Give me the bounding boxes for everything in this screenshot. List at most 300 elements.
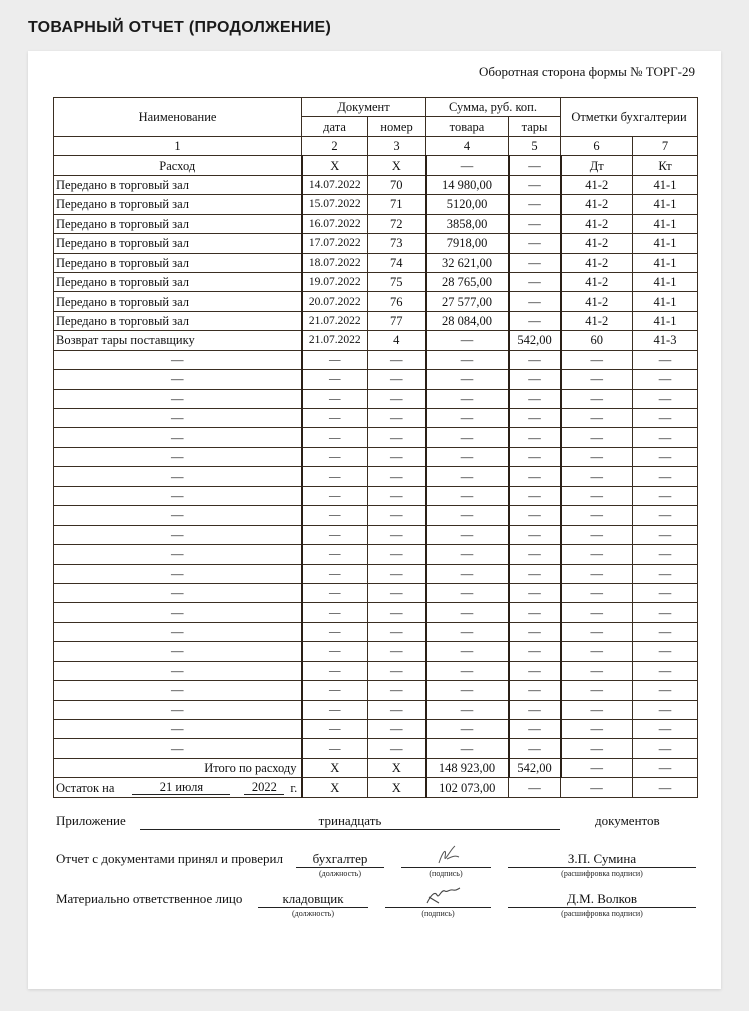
empty-cell: — [368, 467, 426, 486]
table-cell: 4 [368, 331, 426, 350]
empty-cell: — [302, 642, 368, 661]
document-sheet [28, 51, 721, 989]
empty-cell: — [633, 525, 698, 544]
empty-cell: — [54, 700, 302, 719]
form-caption: Оборотная сторона формы № ТОРГ-29 [478, 64, 695, 79]
total-cell: 542,00 [509, 758, 561, 777]
empty-cell: — [54, 661, 302, 680]
responsible-label: Материально ответственное лицо [56, 891, 243, 906]
total-cell: — [561, 758, 633, 777]
empty-cell: — [633, 642, 698, 661]
table-cell: 41-2 [561, 292, 633, 311]
balance-year: 2022 [244, 780, 284, 795]
empty-cell: — [368, 428, 426, 447]
table-cell: — [509, 311, 561, 330]
appendix-label: Приложение [56, 813, 126, 828]
empty-cell: — [633, 370, 698, 389]
signature-image [423, 885, 463, 909]
signature-image [433, 843, 465, 869]
empty-cell: — [561, 603, 633, 622]
col-number: 5 [509, 136, 561, 155]
empty-row [54, 545, 698, 564]
empty-cell: — [302, 661, 368, 680]
balance-cell: — [633, 778, 698, 797]
row-name-cell: Передано в торговый зал [54, 272, 302, 291]
empty-cell: — [633, 720, 698, 739]
empty-cell: — [426, 661, 509, 680]
header-number: номер [368, 117, 426, 136]
empty-cell: — [561, 739, 633, 758]
table-row [54, 214, 698, 233]
empty-cell: — [561, 642, 633, 661]
empty-cell: — [633, 447, 698, 466]
empty-cell: — [561, 506, 633, 525]
empty-cell: — [633, 409, 698, 428]
balance-day: 21 июля [132, 780, 230, 795]
table-cell: 14.07.2022 [302, 175, 368, 194]
empty-cell: — [54, 467, 302, 486]
empty-row [54, 583, 698, 602]
empty-cell: — [561, 370, 633, 389]
page-heading: ТОВАРНЫЙ ОТЧЕТ (ПРОДОЛЖЕНИЕ) [28, 19, 332, 36]
header-goods: товара [426, 117, 509, 136]
empty-cell: — [54, 545, 302, 564]
empty-cell: — [561, 486, 633, 505]
empty-row [54, 486, 698, 505]
empty-cell: — [426, 603, 509, 622]
table-cell: 14 980,00 [426, 175, 509, 194]
accepted-label: Отчет с документами принял и проверил [56, 851, 283, 866]
empty-cell: — [426, 564, 509, 583]
empty-cell: — [426, 389, 509, 408]
empty-cell: — [509, 409, 561, 428]
empty-cell: — [561, 720, 633, 739]
empty-cell: — [302, 428, 368, 447]
table-cell: 41-1 [633, 311, 698, 330]
empty-cell: — [633, 681, 698, 700]
table-row [54, 175, 698, 194]
table-cell: — [509, 195, 561, 214]
table-cell: 41-1 [633, 234, 698, 253]
empty-cell: — [368, 739, 426, 758]
table-cell: Кт [633, 156, 698, 175]
empty-cell: — [509, 467, 561, 486]
table-cell: — [509, 234, 561, 253]
empty-cell: — [368, 564, 426, 583]
empty-cell: — [302, 389, 368, 408]
row-name-cell: Передано в торговый зал [54, 234, 302, 253]
total-label: Итого по расходу [54, 758, 302, 777]
empty-cell: — [302, 370, 368, 389]
empty-cell: — [54, 409, 302, 428]
empty-cell: — [561, 661, 633, 680]
empty-cell: — [509, 681, 561, 700]
table-cell: 73 [368, 234, 426, 253]
empty-row [54, 350, 698, 369]
empty-cell: — [509, 739, 561, 758]
table-row [54, 195, 698, 214]
empty-cell: — [561, 564, 633, 583]
empty-cell: — [368, 622, 426, 641]
table-cell: 41-1 [633, 195, 698, 214]
table-cell: 542,00 [509, 331, 561, 350]
empty-row [54, 739, 698, 758]
header-name: Наименование [54, 98, 302, 137]
table-cell: 28 084,00 [426, 311, 509, 330]
table-cell: — [509, 292, 561, 311]
empty-cell: — [54, 428, 302, 447]
row-name-cell: Передано в торговый зал [54, 195, 302, 214]
table-cell: 72 [368, 214, 426, 233]
position-caption: (должность) [319, 869, 361, 878]
col-number: 1 [54, 136, 302, 155]
empty-cell: — [302, 700, 368, 719]
balance-label: Остаток на [56, 780, 115, 795]
empty-cell: — [54, 622, 302, 641]
empty-cell: — [509, 525, 561, 544]
empty-cell: — [509, 506, 561, 525]
empty-row [54, 622, 698, 641]
empty-cell: — [633, 583, 698, 602]
empty-cell: — [426, 720, 509, 739]
empty-cell: — [509, 603, 561, 622]
table-cell: 74 [368, 253, 426, 272]
empty-cell: — [509, 564, 561, 583]
table-cell: 15.07.2022 [302, 195, 368, 214]
empty-cell: — [54, 564, 302, 583]
empty-cell: — [368, 700, 426, 719]
empty-cell: — [426, 622, 509, 641]
empty-cell: — [368, 642, 426, 661]
empty-cell: — [426, 525, 509, 544]
empty-row [54, 603, 698, 622]
empty-cell: — [561, 622, 633, 641]
empty-cell: — [426, 506, 509, 525]
table-cell: 71 [368, 195, 426, 214]
empty-cell: — [54, 603, 302, 622]
table-cell: 75 [368, 272, 426, 291]
table-cell: 27 577,00 [426, 292, 509, 311]
table-cell: 41-1 [633, 214, 698, 233]
empty-cell: — [509, 447, 561, 466]
table-row [54, 311, 698, 330]
empty-cell: — [302, 681, 368, 700]
table-cell: 3858,00 [426, 214, 509, 233]
empty-row [54, 700, 698, 719]
empty-row [54, 428, 698, 447]
empty-cell: — [302, 545, 368, 564]
table-cell: 28 765,00 [426, 272, 509, 291]
balance-row [54, 778, 698, 797]
empty-cell: — [561, 428, 633, 447]
table-cell: 20.07.2022 [302, 292, 368, 311]
empty-cell: — [561, 467, 633, 486]
empty-cell: — [426, 447, 509, 466]
table-cell: 19.07.2022 [302, 272, 368, 291]
table-cell: — [509, 175, 561, 194]
table-cell: 60 [561, 331, 633, 350]
table-row [54, 331, 698, 350]
empty-cell: — [54, 486, 302, 505]
empty-row [54, 681, 698, 700]
empty-cell: — [509, 661, 561, 680]
empty-cell: — [302, 564, 368, 583]
empty-cell: — [509, 486, 561, 505]
empty-cell: — [302, 447, 368, 466]
empty-cell: — [426, 350, 509, 369]
empty-cell: — [633, 506, 698, 525]
empty-cell: — [561, 409, 633, 428]
table-cell: — [509, 156, 561, 175]
empty-cell: — [633, 622, 698, 641]
total-cell: — [633, 758, 698, 777]
table-cell: 77 [368, 311, 426, 330]
empty-cell: — [368, 350, 426, 369]
empty-cell: — [509, 720, 561, 739]
empty-cell: — [54, 583, 302, 602]
empty-cell: — [368, 486, 426, 505]
empty-cell: — [509, 545, 561, 564]
empty-cell: — [633, 603, 698, 622]
col-number: 6 [561, 136, 633, 155]
total-cell: Х [302, 758, 368, 777]
empty-cell: — [426, 428, 509, 447]
empty-cell: — [54, 681, 302, 700]
empty-cell: — [368, 525, 426, 544]
empty-cell: — [426, 700, 509, 719]
empty-cell: — [509, 642, 561, 661]
empty-cell: — [302, 409, 368, 428]
balance-cell: 102 073,00 [426, 778, 509, 797]
table-cell: 5120,00 [426, 195, 509, 214]
empty-cell: — [368, 370, 426, 389]
empty-cell: — [561, 700, 633, 719]
header-document: Документ [302, 98, 426, 117]
empty-cell: — [368, 447, 426, 466]
column-numbers-row [54, 136, 698, 155]
expense-label: Расход [54, 156, 302, 175]
empty-row [54, 525, 698, 544]
name-caption: (расшифровка подписи) [561, 909, 643, 918]
empty-cell: — [561, 681, 633, 700]
empty-cell: — [633, 564, 698, 583]
row-name-cell: Передано в торговый зал [54, 311, 302, 330]
table-cell: 76 [368, 292, 426, 311]
empty-cell: — [509, 428, 561, 447]
empty-cell: — [368, 409, 426, 428]
empty-cell: — [302, 739, 368, 758]
empty-cell: — [54, 389, 302, 408]
empty-cell: — [426, 681, 509, 700]
table-cell: 41-2 [561, 272, 633, 291]
empty-cell: — [633, 700, 698, 719]
empty-row [54, 409, 698, 428]
col-number: 2 [302, 136, 368, 155]
empty-cell: — [633, 389, 698, 408]
table-cell: 21.07.2022 [302, 331, 368, 350]
col-number: 4 [426, 136, 509, 155]
empty-cell: — [54, 739, 302, 758]
empty-cell: — [302, 350, 368, 369]
header-accounting-marks: Отметки бухгалтерии [561, 98, 698, 137]
empty-cell: — [509, 370, 561, 389]
row-name-cell: Передано в торговый зал [54, 253, 302, 272]
empty-cell: — [561, 545, 633, 564]
empty-row [54, 370, 698, 389]
empty-cell: — [509, 583, 561, 602]
table-cell: 7918,00 [426, 234, 509, 253]
row-name-cell: Передано в торговый зал [54, 292, 302, 311]
table-cell: 41-2 [561, 253, 633, 272]
goods-report-table [53, 97, 698, 798]
empty-cell: — [54, 370, 302, 389]
appendix-value: тринадцать [140, 813, 560, 830]
col-number: 3 [368, 136, 426, 155]
header-date: дата [302, 117, 368, 136]
empty-cell: — [561, 389, 633, 408]
empty-cell: — [426, 545, 509, 564]
table-cell: 41-2 [561, 195, 633, 214]
table-row [54, 272, 698, 291]
table-cell: — [426, 156, 509, 175]
table-cell: 41-2 [561, 175, 633, 194]
balance-cell: — [509, 778, 561, 797]
empty-cell: — [509, 350, 561, 369]
table-cell: 41-1 [633, 175, 698, 194]
table-cell: 41-1 [633, 272, 698, 291]
empty-cell: — [426, 486, 509, 505]
balance-label-cell [54, 778, 302, 797]
empty-cell: — [561, 350, 633, 369]
table-cell: — [509, 214, 561, 233]
table-cell: — [509, 253, 561, 272]
empty-cell: — [633, 350, 698, 369]
empty-cell: — [633, 739, 698, 758]
total-row [54, 758, 698, 777]
empty-cell: — [368, 681, 426, 700]
empty-cell: — [54, 506, 302, 525]
table-cell: Дт [561, 156, 633, 175]
empty-cell: — [54, 525, 302, 544]
table-cell: 41-3 [633, 331, 698, 350]
signature-caption: (подпись) [421, 909, 455, 918]
row-name-cell: Передано в торговый зал [54, 175, 302, 194]
table-cell: — [509, 272, 561, 291]
empty-cell: — [633, 486, 698, 505]
header-tare: тары [509, 117, 561, 136]
balance-year-suffix: г. [290, 780, 298, 795]
table-cell: 70 [368, 175, 426, 194]
row-name-cell: Передано в торговый зал [54, 214, 302, 233]
empty-cell: — [633, 545, 698, 564]
empty-cell: — [302, 622, 368, 641]
responsible-name: Д.М. Волков [508, 891, 696, 908]
empty-cell: — [54, 720, 302, 739]
empty-cell: — [633, 467, 698, 486]
balance-cell: Х [302, 778, 368, 797]
table-cell: 41-2 [561, 234, 633, 253]
table-cell: 32 621,00 [426, 253, 509, 272]
table-cell: Х [302, 156, 368, 175]
empty-cell: — [54, 447, 302, 466]
row-name-cell: Возврат тары поставщику [54, 331, 302, 350]
empty-cell: — [302, 486, 368, 505]
empty-cell: — [368, 583, 426, 602]
balance-cell: — [561, 778, 633, 797]
position-caption: (должность) [292, 909, 334, 918]
table-cell: 41-2 [561, 311, 633, 330]
empty-cell: — [633, 661, 698, 680]
header-row-1 [54, 98, 698, 117]
table-cell: 21.07.2022 [302, 311, 368, 330]
empty-cell: — [426, 642, 509, 661]
empty-cell: — [426, 583, 509, 602]
empty-cell: — [509, 700, 561, 719]
col-number: 7 [633, 136, 698, 155]
empty-cell: — [633, 428, 698, 447]
table-row [54, 292, 698, 311]
empty-cell: — [426, 370, 509, 389]
table-cell: Х [368, 156, 426, 175]
empty-cell: — [302, 583, 368, 602]
empty-cell: — [368, 720, 426, 739]
empty-row [54, 467, 698, 486]
empty-cell: — [54, 350, 302, 369]
empty-cell: — [368, 661, 426, 680]
empty-row [54, 661, 698, 680]
empty-cell: — [426, 739, 509, 758]
expense-header-row [54, 156, 698, 175]
empty-cell: — [368, 389, 426, 408]
empty-cell: — [368, 603, 426, 622]
empty-cell: — [302, 467, 368, 486]
header-sum: Сумма, руб. коп. [426, 98, 561, 117]
balance-cell: Х [368, 778, 426, 797]
empty-cell: — [302, 525, 368, 544]
accepted-name: З.П. Сумина [508, 851, 696, 868]
empty-cell: — [368, 506, 426, 525]
table-cell: 16.07.2022 [302, 214, 368, 233]
empty-row [54, 389, 698, 408]
appendix-suffix: документов [595, 813, 660, 828]
name-caption: (расшифровка подписи) [561, 869, 643, 878]
empty-row [54, 506, 698, 525]
table-cell: 41-1 [633, 292, 698, 311]
table-row [54, 234, 698, 253]
responsible-position: кладовщик [258, 891, 368, 908]
accepted-position: бухгалтер [296, 851, 384, 868]
empty-cell: — [302, 720, 368, 739]
empty-cell: — [561, 525, 633, 544]
table-cell: 41-2 [561, 214, 633, 233]
empty-cell: — [509, 622, 561, 641]
empty-cell: — [426, 409, 509, 428]
table-cell: 17.07.2022 [302, 234, 368, 253]
empty-cell: — [302, 506, 368, 525]
empty-row [54, 642, 698, 661]
empty-row [54, 564, 698, 583]
table-cell: — [426, 331, 509, 350]
empty-cell: — [54, 642, 302, 661]
empty-cell: — [561, 447, 633, 466]
signature-caption: (подпись) [429, 869, 463, 878]
empty-cell: — [509, 389, 561, 408]
empty-cell: — [561, 583, 633, 602]
empty-row [54, 447, 698, 466]
table-cell: 41-1 [633, 253, 698, 272]
total-cell: 148 923,00 [426, 758, 509, 777]
empty-cell: — [426, 467, 509, 486]
